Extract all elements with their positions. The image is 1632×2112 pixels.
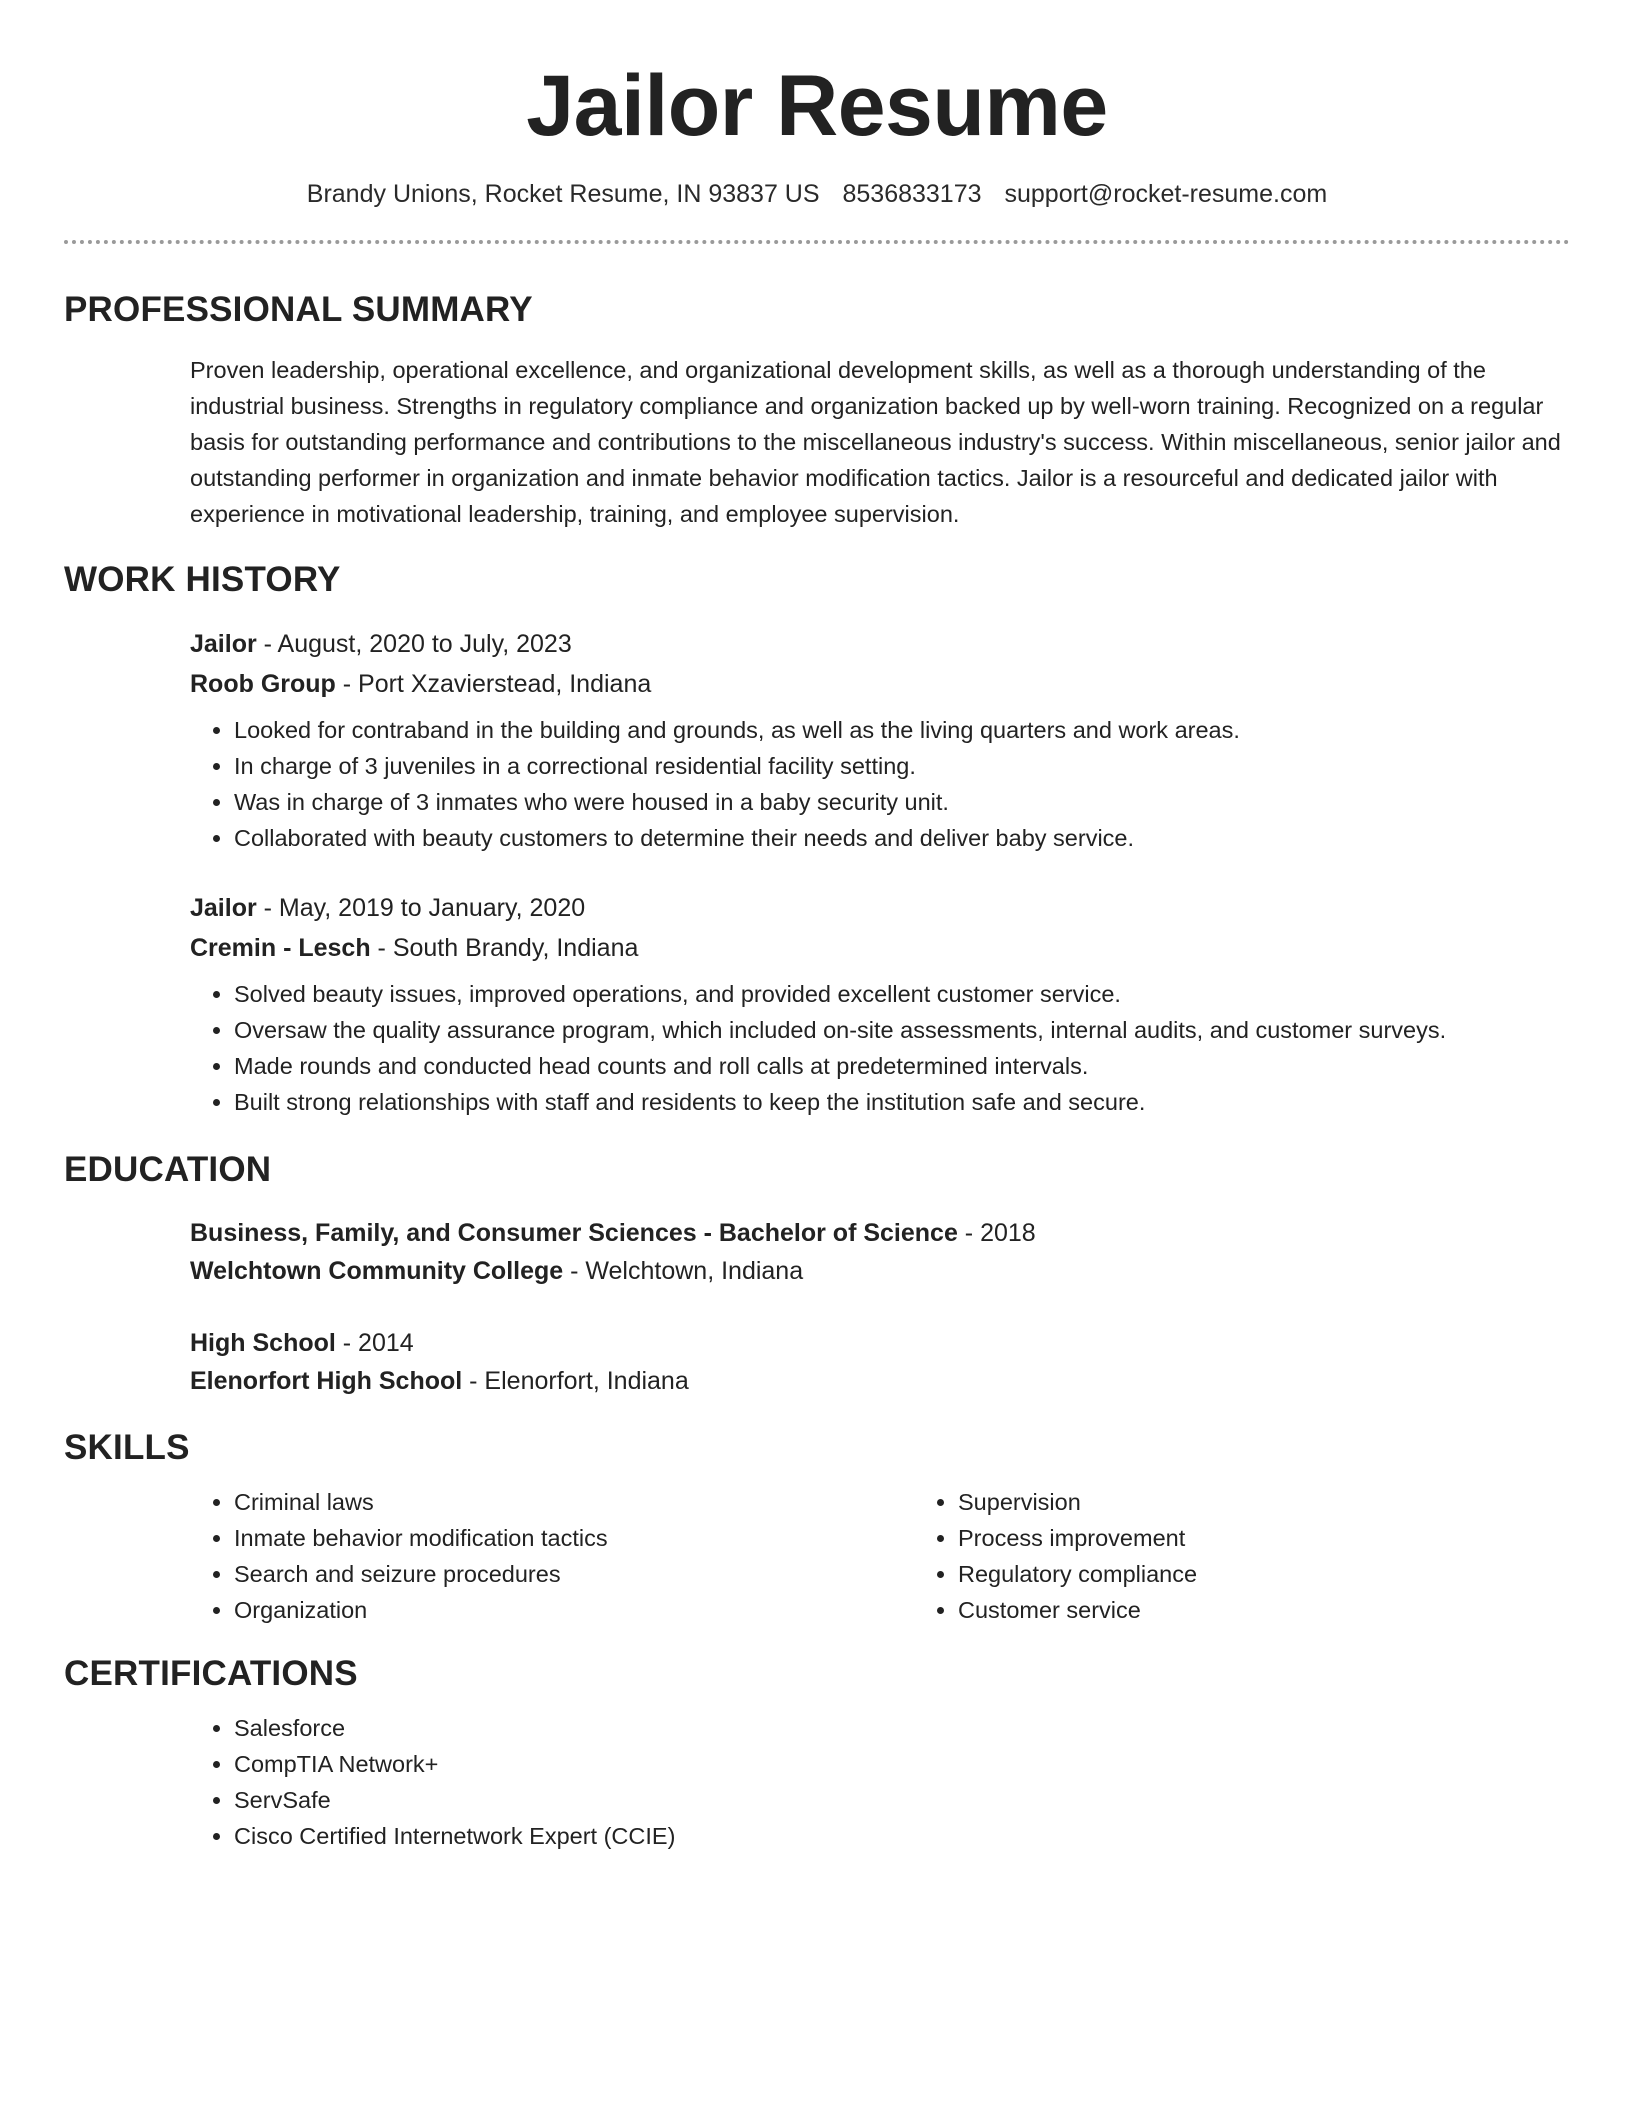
job-company-line [190, 928, 1570, 968]
job-dates: - August, 2020 to July, 2023 [256, 630, 572, 658]
skill-item: • Search and seizure procedures [234, 1556, 914, 1592]
job-entry [190, 624, 1570, 856]
education-location: - Welchtown, Indiana [563, 1257, 804, 1285]
contact-email: support@rocket-resume.com [1004, 180, 1328, 208]
education-school-line [190, 1252, 1570, 1290]
job-duty-item: • Oversaw the quality assurance program, which included on-site assessments, internal audits, and customer surveys. [234, 1012, 1570, 1048]
job-duty-item: • Made rounds and conducted head counts and roll calls at predetermined intervals. [234, 1048, 1570, 1084]
certifications-heading: CERTIFICATIONS [64, 1654, 358, 1693]
education-degree-line [190, 1214, 1570, 1252]
education-heading: EDUCATION [64, 1150, 272, 1189]
education-entry [190, 1214, 1570, 1290]
skill-item: • Regulatory compliance [958, 1556, 1197, 1592]
certification-item: • Salesforce [234, 1710, 1570, 1746]
job-duty-item: • Looked for contraband in the building and grounds, as well as the living quarters and work areas. [234, 712, 1570, 748]
education-year: - 2018 [957, 1219, 1036, 1247]
certification-item: • Cisco Certified Internetwork Expert (CCIE) [234, 1818, 1570, 1854]
skill-item: • Customer service [958, 1592, 1197, 1628]
job-duty-item: • Built strong relationships with staff and residents to keep the institution safe and secure. [234, 1084, 1570, 1120]
skills-grid [190, 1484, 1570, 1628]
certification-item: • ServSafe [234, 1782, 1570, 1818]
header-divider [64, 240, 1570, 244]
work-history-list [190, 624, 1570, 1120]
education-school-line [190, 1362, 1570, 1400]
job-dates: - May, 2019 to January, 2020 [256, 894, 586, 922]
skills-column-left [190, 1484, 914, 1628]
job-duty-item: • Collaborated with beauty customers to determine their needs and deliver baby service. [234, 820, 1570, 856]
job-role-line [190, 624, 1570, 664]
skill-item: • Organization [234, 1592, 914, 1628]
job-role-line [190, 888, 1570, 928]
education-degree: High School [190, 1329, 336, 1357]
certifications-list [190, 1710, 1570, 1854]
skills-heading: SKILLS [64, 1428, 190, 1467]
contact-line [64, 178, 1570, 210]
job-role: Jailor [190, 630, 257, 658]
job-duty-item: • Solved beauty issues, improved operations, and provided excellent customer service. [234, 976, 1570, 1012]
certification-item: • CompTIA Network+ [234, 1746, 1570, 1782]
summary-text: Proven leadership, operational excellence, and organizational development skills, as well as a thorough understanding of the industrial business. Strengths in regulatory compliance and organization backed up by well-worn training. Recognized on a regular basis for outstanding performance and contributions to the miscellaneous industry's success. Within miscellaneous, senior jailor and outstanding performer in organization and inmate behavior modification tactics. Jailor is a resourceful and dedicated jailor with experience in motivational leadership, training, and employee supervision. [190, 357, 1561, 527]
skill-item: • Supervision [958, 1484, 1197, 1520]
resume-title: Jailor Resume [526, 58, 1108, 154]
certifications-section [190, 1710, 1570, 1854]
education-list [190, 1214, 1570, 1400]
job-duty-item: • Was in charge of 3 inmates who were housed in a baby security unit. [234, 784, 1570, 820]
job-location: - Port Xzavierstead, Indiana [335, 670, 652, 698]
education-degree-line [190, 1324, 1570, 1362]
job-duties [190, 976, 1570, 1120]
education-entry [190, 1324, 1570, 1400]
resume-page [64, 0, 1570, 1854]
education-year: - 2014 [335, 1329, 414, 1357]
work-history-heading: WORK HISTORY [64, 560, 341, 599]
summary-heading: PROFESSIONAL SUMMARY [64, 290, 533, 329]
education-location: - Elenorfort, Indiana [462, 1367, 689, 1395]
job-location: - South Brandy, Indiana [370, 934, 639, 962]
education-school: Elenorfort High School [190, 1367, 463, 1395]
contact-phone: 8536833173 [842, 180, 982, 208]
job-duty-item: • In charge of 3 juveniles in a correctional residential facility setting. [234, 748, 1570, 784]
contact-address: Brandy Unions, Rocket Resume, IN 93837 US [306, 180, 820, 208]
job-entry [190, 888, 1570, 1120]
skill-item: • Inmate behavior modification tactics [234, 1520, 914, 1556]
education-degree: Business, Family, and Consumer Sciences - Bachelor of Science [190, 1219, 958, 1247]
job-role: Jailor [190, 894, 257, 922]
skill-item: • Process improvement [958, 1520, 1197, 1556]
skill-item: • Criminal laws [234, 1484, 914, 1520]
education-school: Welchtown Community College [190, 1257, 564, 1285]
job-company: Cremin - Lesch [190, 934, 371, 962]
skills-column-right [914, 1484, 1197, 1628]
job-company: Roob Group [190, 670, 336, 698]
job-duties [190, 712, 1570, 856]
job-company-line [190, 664, 1570, 704]
